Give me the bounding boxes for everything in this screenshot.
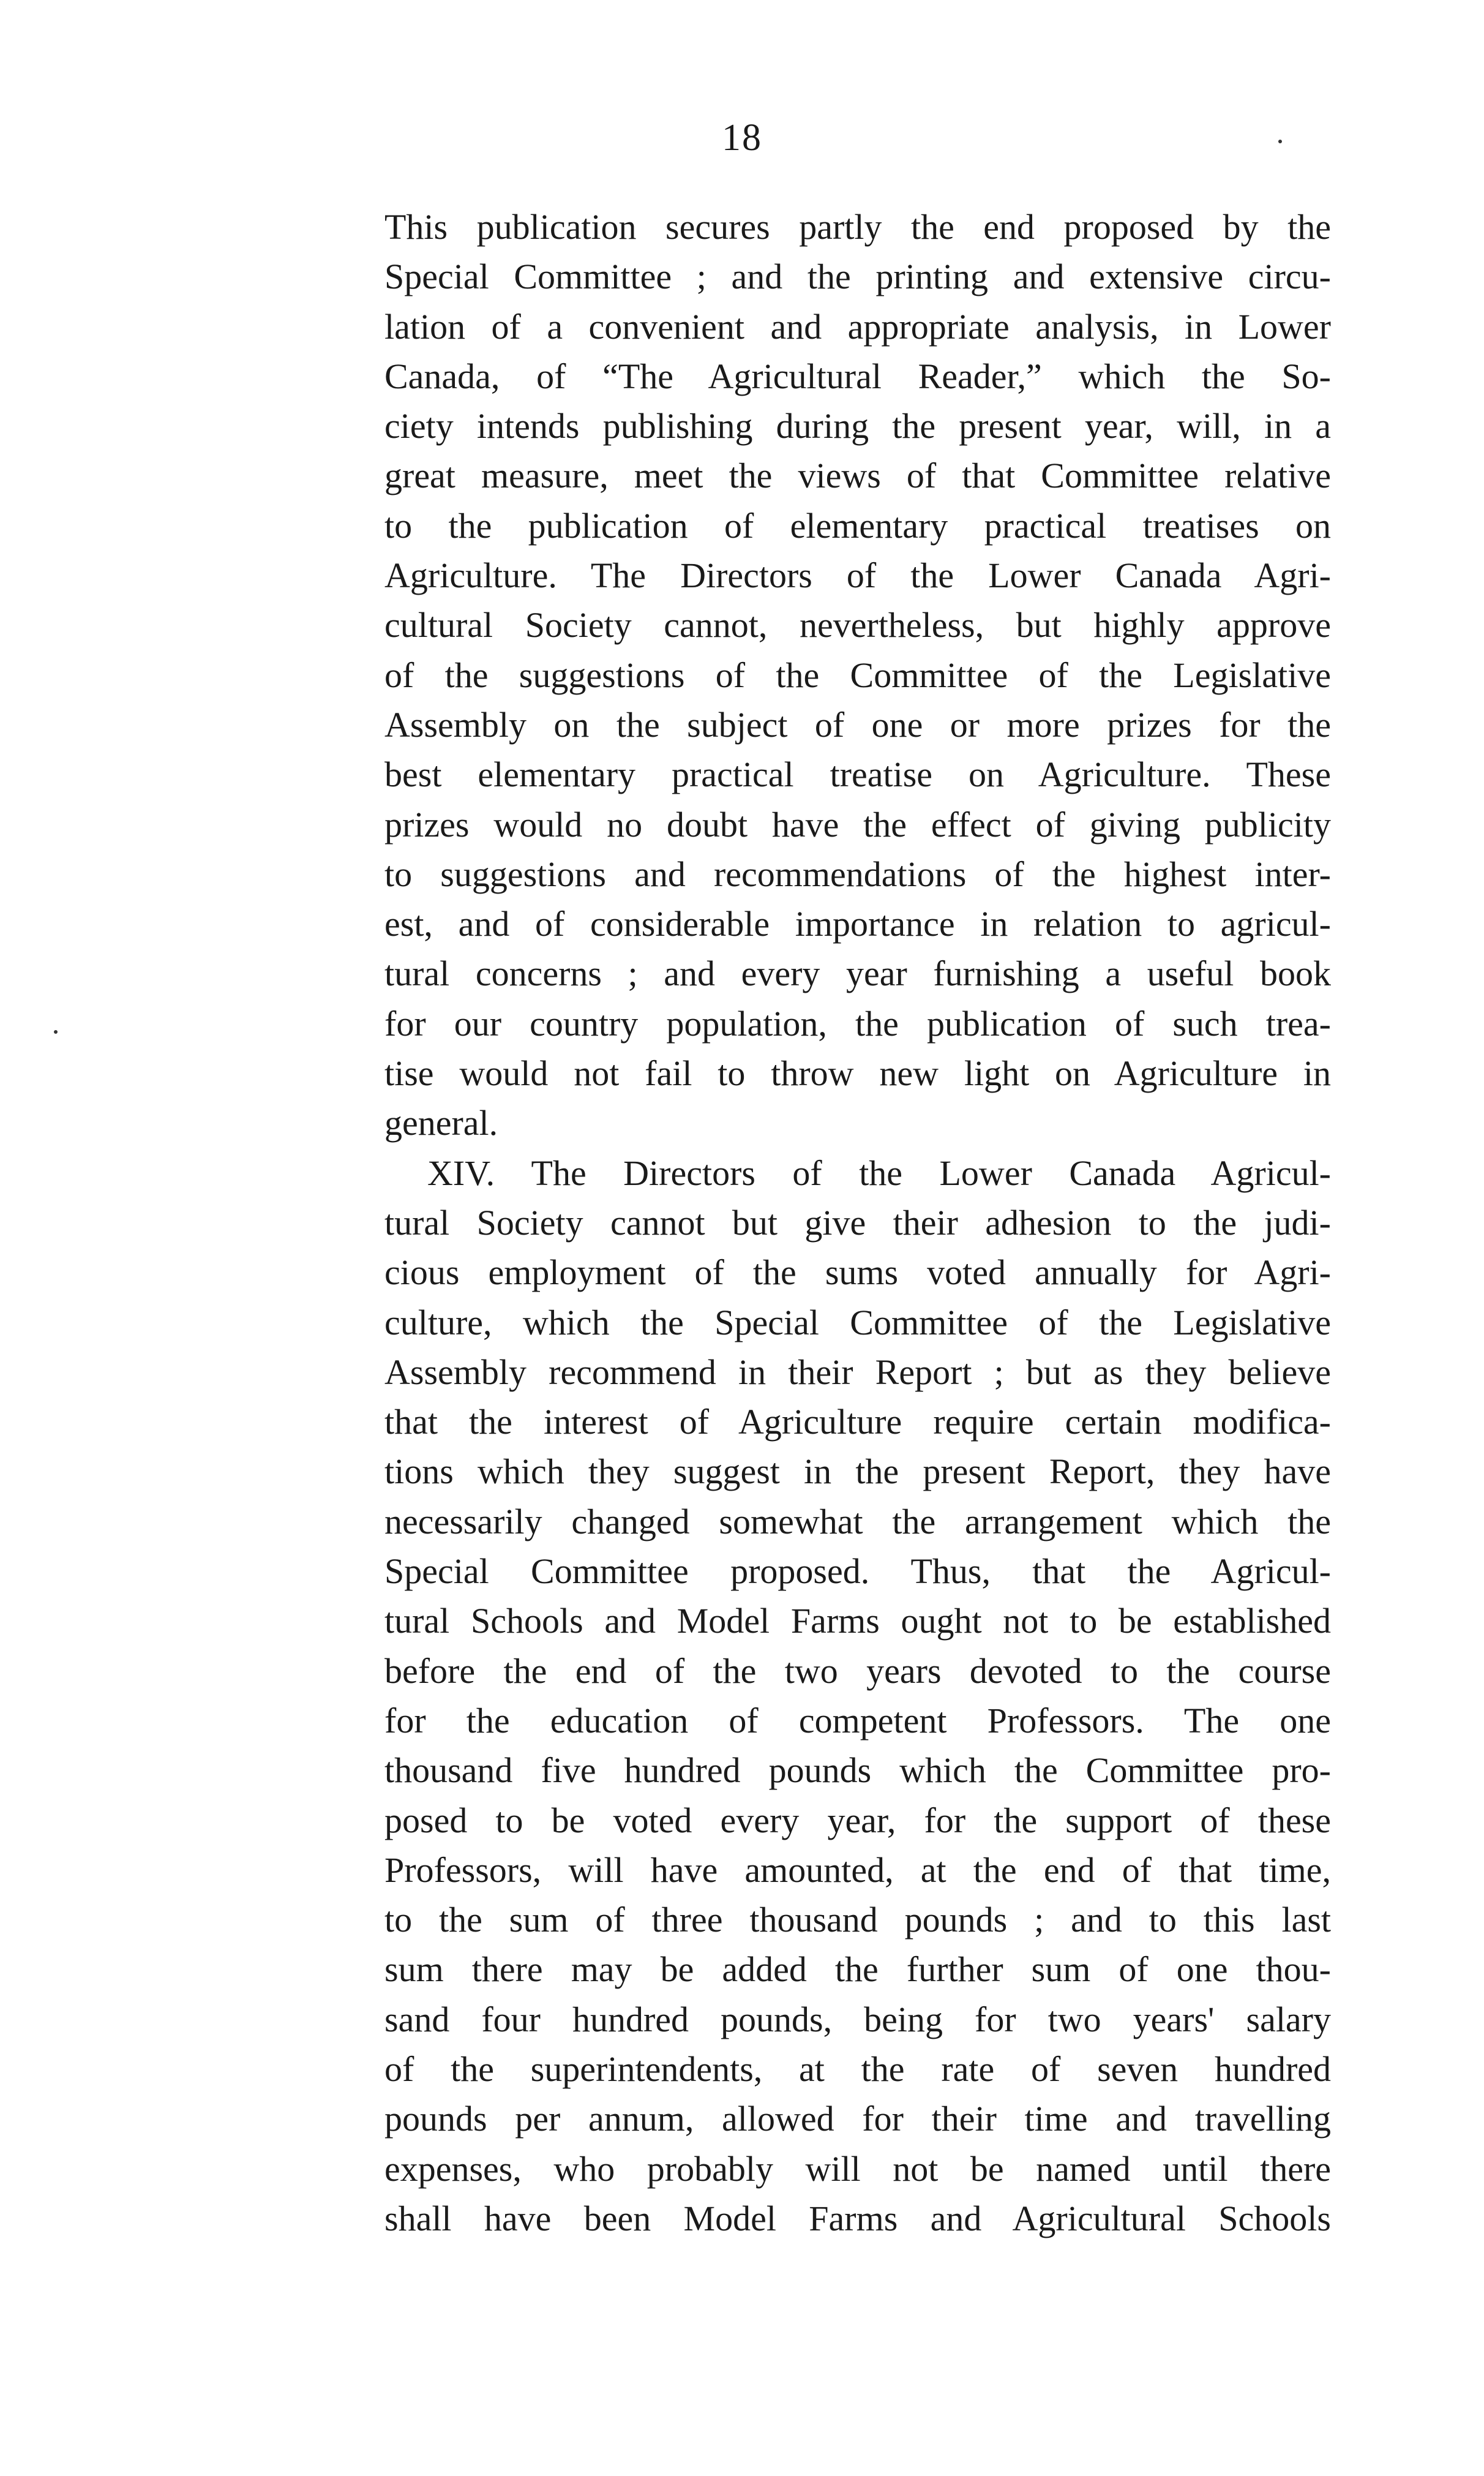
text-line-16: tural concerns ; and every year furnishing a useful book [384, 954, 1331, 994]
text-line-27: necessarily changed somewhat the arrangement which the [384, 1501, 1331, 1541]
text-line-2: Special Committee ; and the printing and extensive circu- [384, 257, 1331, 297]
text-line-34: Professors, will have amounted, at the end of that time, [384, 1849, 1331, 1890]
text-line-41: shall have been Model Farms and Agricultural Schools [384, 2198, 1331, 2238]
text-line-37: sand four hundred pounds, being for two years' salary [384, 1999, 1331, 2039]
text-line-20: XIV. The Directors of the Lower Canada Agricul- [427, 1153, 1331, 1193]
text-line-36: sum there may be added the further sum of one thou- [384, 1949, 1331, 1990]
text-line-13: prizes would no doubt have the effect of giving publicity [384, 804, 1331, 845]
text-line-33: posed to be voted every year, for the support of these [384, 1800, 1331, 1840]
print-speck-left-margin [54, 1030, 58, 1034]
text-line-11: Assembly on the subject of one or more prizes for the [384, 704, 1331, 745]
text-line-8: Agriculture. The Directors of the Lower Canada Agri- [384, 555, 1331, 596]
text-line-14: to suggestions and recommendations of the highest inter- [384, 854, 1331, 894]
text-line-22: cious employment of the sums voted annually for Agri- [384, 1252, 1331, 1293]
text-line-10: of the suggestions of the Committee of the Legislative [384, 655, 1331, 695]
text-line-39: pounds per annum, allowed for their time and travelling [384, 2099, 1331, 2139]
text-line-35: to the sum of three thousand pounds ; and to this last [384, 1900, 1331, 1940]
text-line-19: general. [384, 1103, 498, 1143]
text-line-40: expenses, who probably will not be named until there [384, 2148, 1331, 2189]
text-line-38: of the superintendents, at the rate of seven hundred [384, 2049, 1331, 2089]
text-line-25: that the interest of Agriculture require certain modifica- [384, 1402, 1331, 1442]
text-line-31: for the education of competent Professors. The one [384, 1700, 1331, 1740]
text-line-29: tural Schools and Model Farms ought not to be established [384, 1601, 1331, 1641]
text-line-21: tural Society cannot but give their adhesion to the judi- [384, 1202, 1331, 1243]
text-line-5: ciety intends publishing during the present year, will, in a [384, 406, 1331, 446]
text-line-23: culture, which the Special Committee of the Legislative [384, 1302, 1331, 1342]
print-speck-top-right [1278, 140, 1282, 143]
text-line-1: This publication secures partly the end proposed by the [384, 207, 1331, 247]
text-line-32: thousand five hundred pounds which the Committee pro- [384, 1750, 1331, 1791]
text-line-4: Canada, of “The Agricultural Reader,” which the So- [384, 356, 1331, 396]
text-line-26: tions which they suggest in the present Report, they have [384, 1451, 1331, 1492]
text-line-6: great measure, meet the views of that Committee relative [384, 456, 1331, 496]
text-line-12: best elementary practical treatise on Agriculture. These [384, 754, 1331, 795]
text-line-17: for our country population, the publication of such trea- [384, 1003, 1331, 1044]
page-number: 18 [722, 117, 762, 159]
text-line-7: to the publication of elementary practical treatises on [384, 505, 1331, 546]
body-text [384, 202, 1331, 2243]
text-line-9: cultural Society cannot, nevertheless, but highly approve [384, 605, 1331, 645]
text-line-18: tise would not fail to throw new light on Agriculture in [384, 1053, 1331, 1094]
text-line-28: Special Committee proposed. Thus, that the Agricul- [384, 1551, 1331, 1592]
text-line-3: lation of a convenient and appropriate analysis, in Lower [384, 306, 1331, 347]
text-line-24: Assembly recommend in their Report ; but as they believe [384, 1352, 1331, 1392]
text-line-30: before the end of the two years devoted to the course [384, 1650, 1331, 1691]
text-line-15: est, and of considerable importance in relation to agricul- [384, 904, 1331, 944]
